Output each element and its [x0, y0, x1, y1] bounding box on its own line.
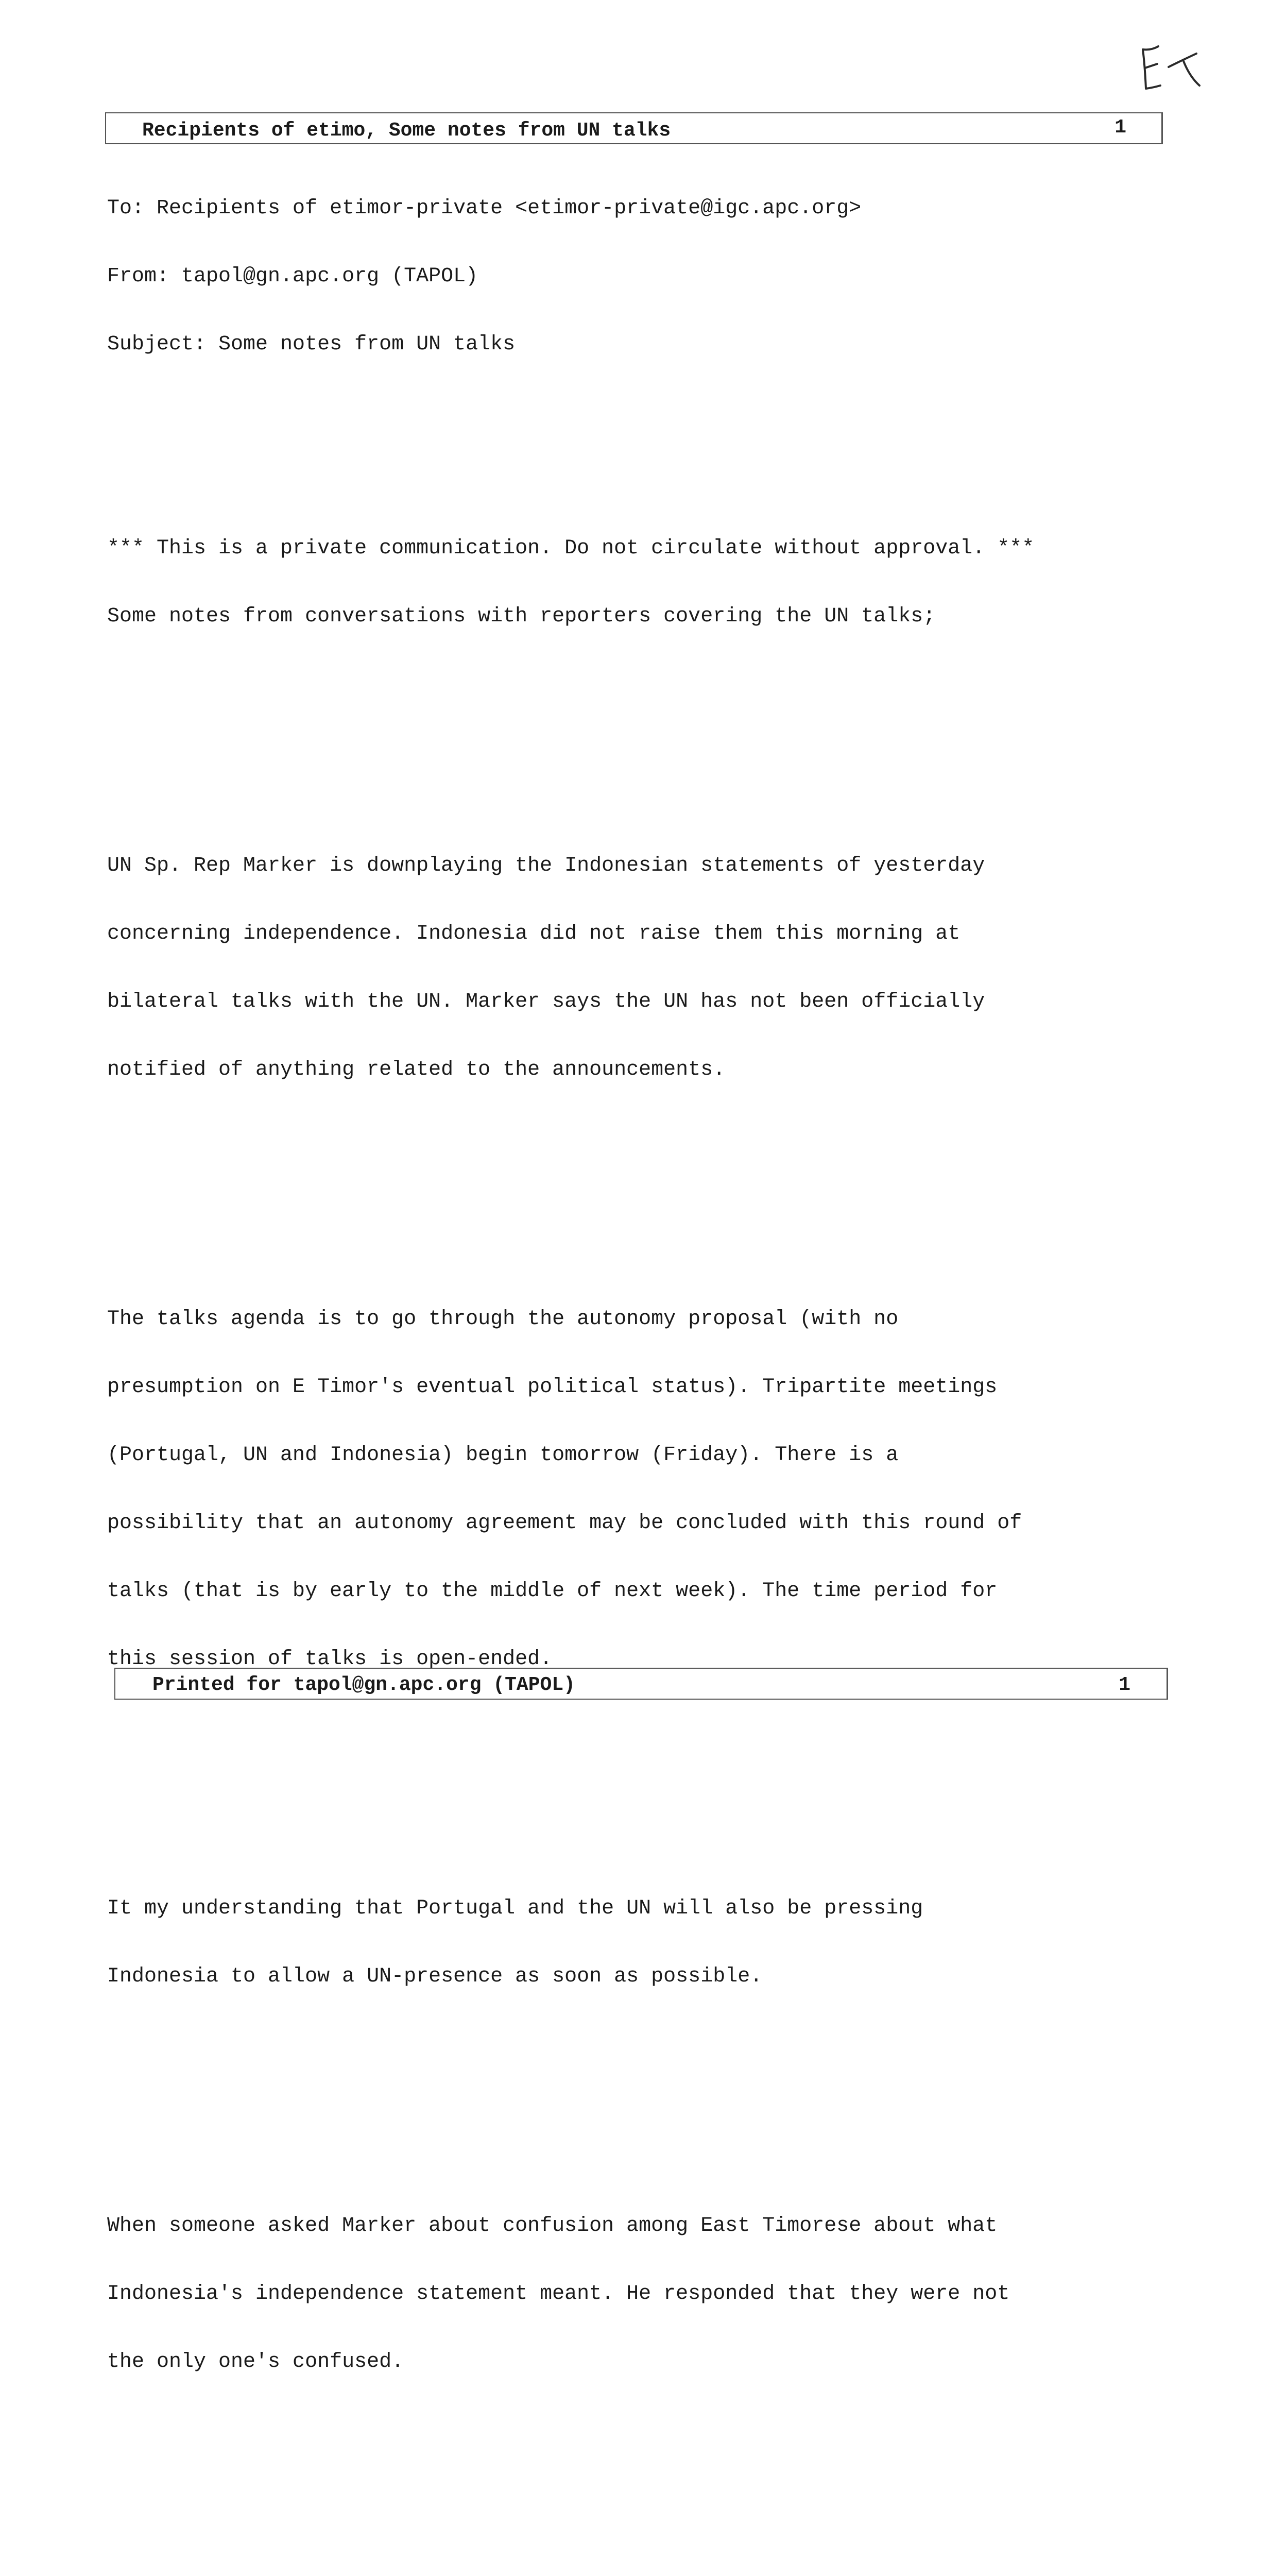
- text-line: concerning independence. Indonesia did not raise them this morning at: [107, 922, 961, 945]
- header-page-number: 1: [1114, 116, 1126, 139]
- blank-line: [107, 719, 1158, 741]
- text-line: presumption on E Timor's eventual political status). Tripartite meetings: [107, 1376, 998, 1399]
- footer-page-number: 1: [1119, 1674, 1130, 1696]
- from-line: From: tapol@gn.apc.org (TAPOL): [107, 265, 478, 288]
- paragraph-notice: [107, 492, 1158, 673]
- email-body: [107, 152, 1158, 2576]
- header-title: Recipients of etimo, Some notes from UN talks: [142, 120, 671, 142]
- text-line: *** This is a private communication. Do not circulate without approval. ***: [107, 537, 1035, 560]
- handwritten-annotation-et: [1136, 40, 1208, 97]
- text-line: (Portugal, UN and Indonesia) begin tomorrow (Friday). There is a: [107, 1444, 899, 1467]
- text-line: talks (that is by early to the middle of next week). The time period for: [107, 1580, 998, 1603]
- paragraph-confusion: [107, 2170, 1158, 2419]
- subject-line: Subject: Some notes from UN talks: [107, 333, 516, 356]
- header-bar: [105, 112, 1163, 144]
- text-line: UN Sp. Rep Marker is downplaying the Indonesian statements of yesterday: [107, 854, 985, 877]
- blank-line: [107, 401, 1158, 424]
- blank-line: [107, 1172, 1158, 1195]
- text-line: It my understanding that Portugal and the UN will also be pressing: [107, 1897, 923, 1920]
- text-line: Indonesia to allow a UN-presence as soon as possible.: [107, 1965, 763, 1988]
- paragraph-marker: [107, 809, 1158, 1127]
- to-line: To: Recipients of etimor-private <etimor-private@igc.apc.org>: [107, 197, 862, 220]
- text-line: Indonesia's independence statement meant. He responded that they were not: [107, 2282, 1010, 2306]
- text-line: bilateral talks with the UN. Marker says the UN has not been officially: [107, 990, 985, 1013]
- text-line: this session of talks is open-ended.: [107, 1648, 553, 1671]
- blank-line: [107, 2464, 1158, 2487]
- text-line: possibility that an autonomy agreement may be concluded with this round of: [107, 1512, 1022, 1535]
- footer-printed-for: Printed for tapol@gn.apc.org (TAPOL): [152, 1674, 575, 1696]
- text-line: the only one's confused.: [107, 2350, 404, 2374]
- text-line: Some notes from conversations with reporters covering the UN talks;: [107, 605, 936, 628]
- blank-line: [107, 1761, 1158, 1784]
- paragraph-agenda: [107, 1263, 1158, 1716]
- paragraph-un-presence: [107, 1852, 1158, 2033]
- text-line: notified of anything related to the announcements.: [107, 1058, 726, 1081]
- text-line: When someone asked Marker about confusion among East Timorese about what: [107, 2214, 998, 2238]
- footer-bar: [114, 1668, 1168, 1700]
- text-line: The talks agenda is to go through the autonomy proposal (with no: [107, 1308, 899, 1331]
- paragraph-speculation: [107, 2555, 1158, 2576]
- blank-line: [107, 2079, 1158, 2102]
